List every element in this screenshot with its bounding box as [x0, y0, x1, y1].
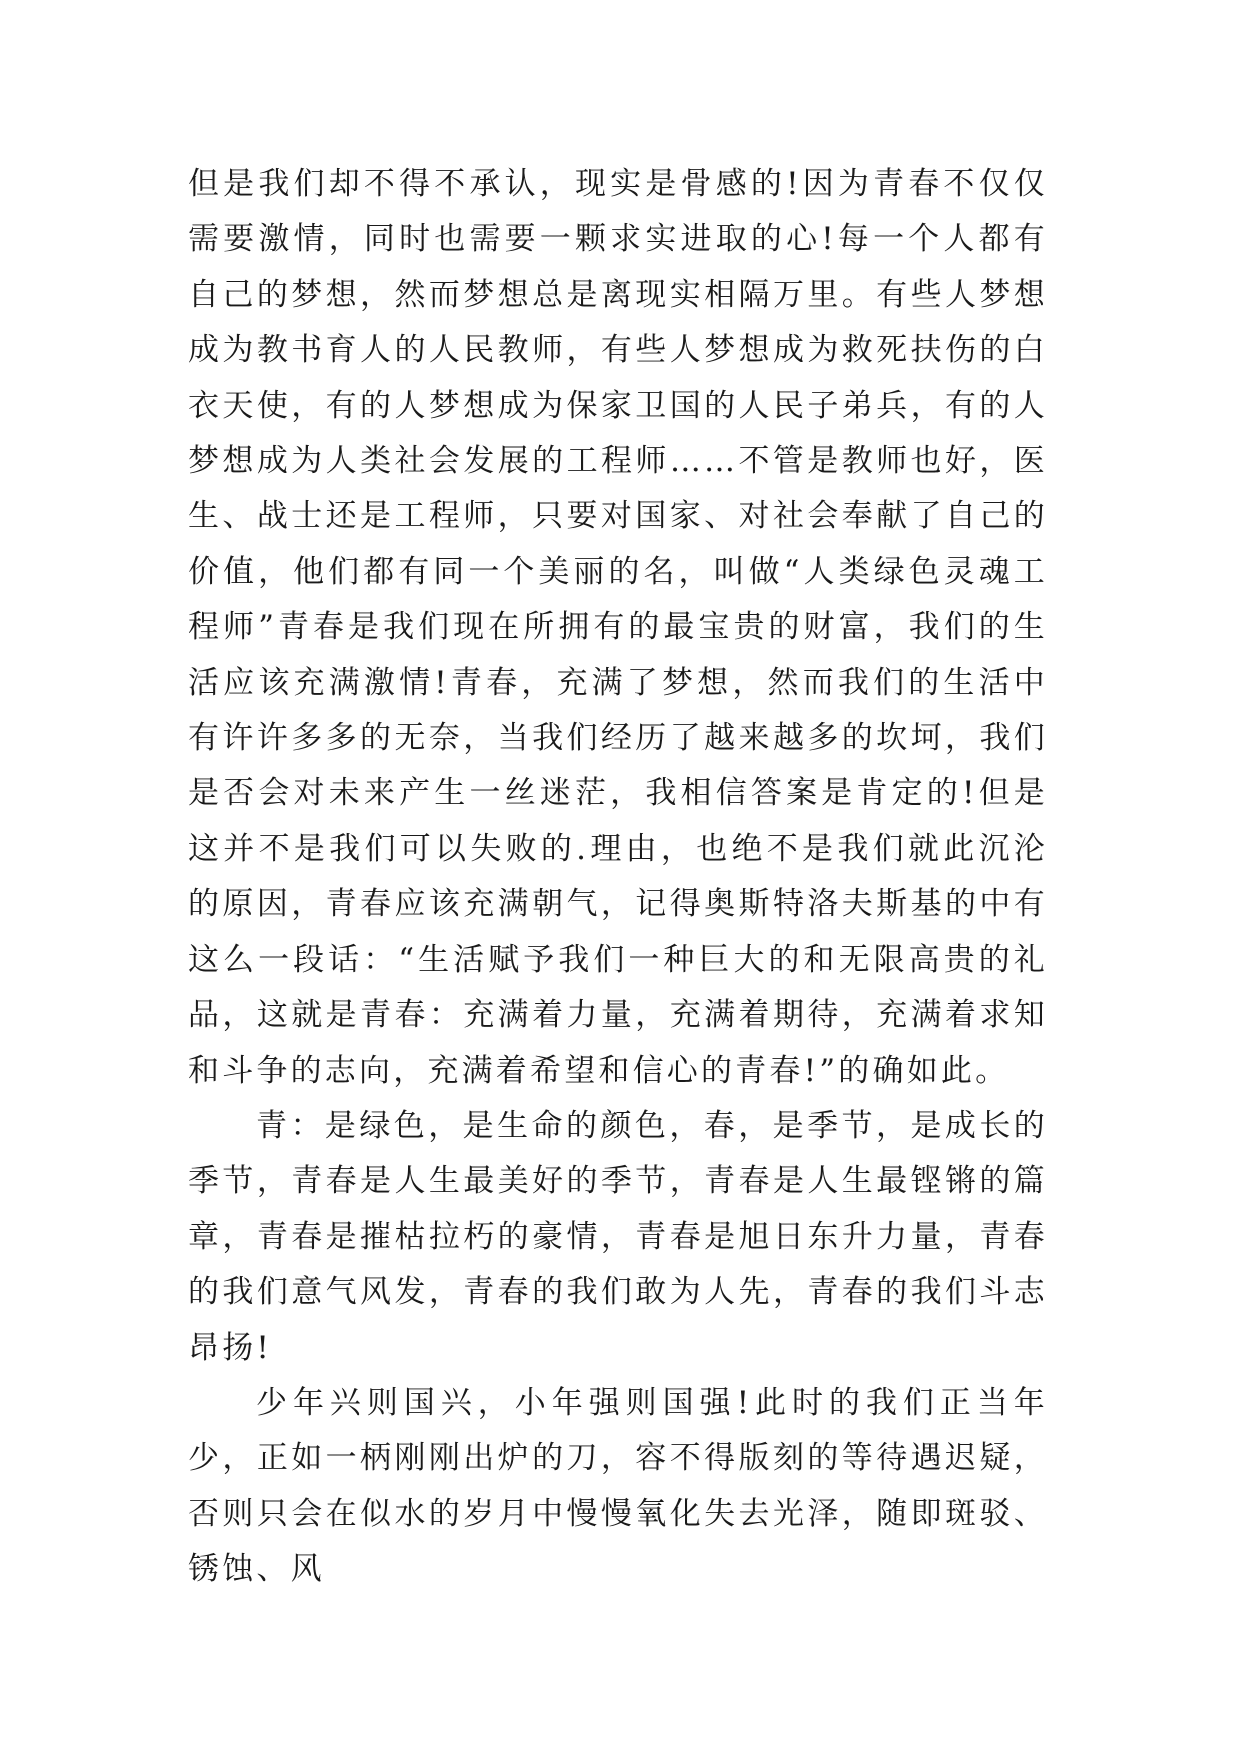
- paragraph-1: 但是我们却不得不承认，现实是骨感的!因为青春不仅仅需要激情，同时也需要一颗求实进取的心!每一个人都有自己的梦想，然而梦想总是离现实相隔万里。有些人梦想成为教书育人的人民教师，有些人梦想成为救死扶伤的白衣天使，有的人梦想成为保家卫国的人民子弟兵，有的人梦想成为人类社会发展的工程师……不管是教师也好，医生、战士还是工程师，只要对国家、对社会奉献了自己的价值，他们都有同一个美丽的名，叫做“人类绿色灵魂工程师”青春是我们现在所拥有的最宝贵的财富，我们的生活应该充满激情!青春，充满了梦想，然而我们的生活中有许许多多的无奈，当我们经历了越来越多的坎坷，我们是否会对未来产生一丝迷茫，我相信答案是肯定的!但是这并不是我们可以失败的.理由，也绝不是我们就此沉沦的原因，青春应该充满朝气，记得奥斯特洛夫斯基的中有这么一段话：“生活赋予我们一种巨大的和无限高贵的礼品，这就是青春：充满着力量，充满着期待，充满着求知和斗争的志向，充满着希望和信心的青春!”的确如此。: [188, 166, 1048, 1089]
- paragraph-2: 青：是绿色，是生命的颜色，春，是季节，是成长的季节，青春是人生最美好的季节，青春是人生最铿锵的篇章，青春是摧枯拉朽的豪情，青春是旭日东升力量，青春的我们意气风发，青春的我们敢为人先，青春的我们斗志昂扬!: [188, 1107, 1048, 1366]
- body-text: [188, 157, 1048, 1598]
- paragraph-3: 少年兴则国兴，小年强则国强!此时的我们正当年少，正如一柄刚刚出炉的刀，容不得版刻的等待遇迟疑，否则只会在似水的岁月中慢慢氧化失去光泽，随即斑驳、锈蚀、风: [188, 1384, 1048, 1588]
